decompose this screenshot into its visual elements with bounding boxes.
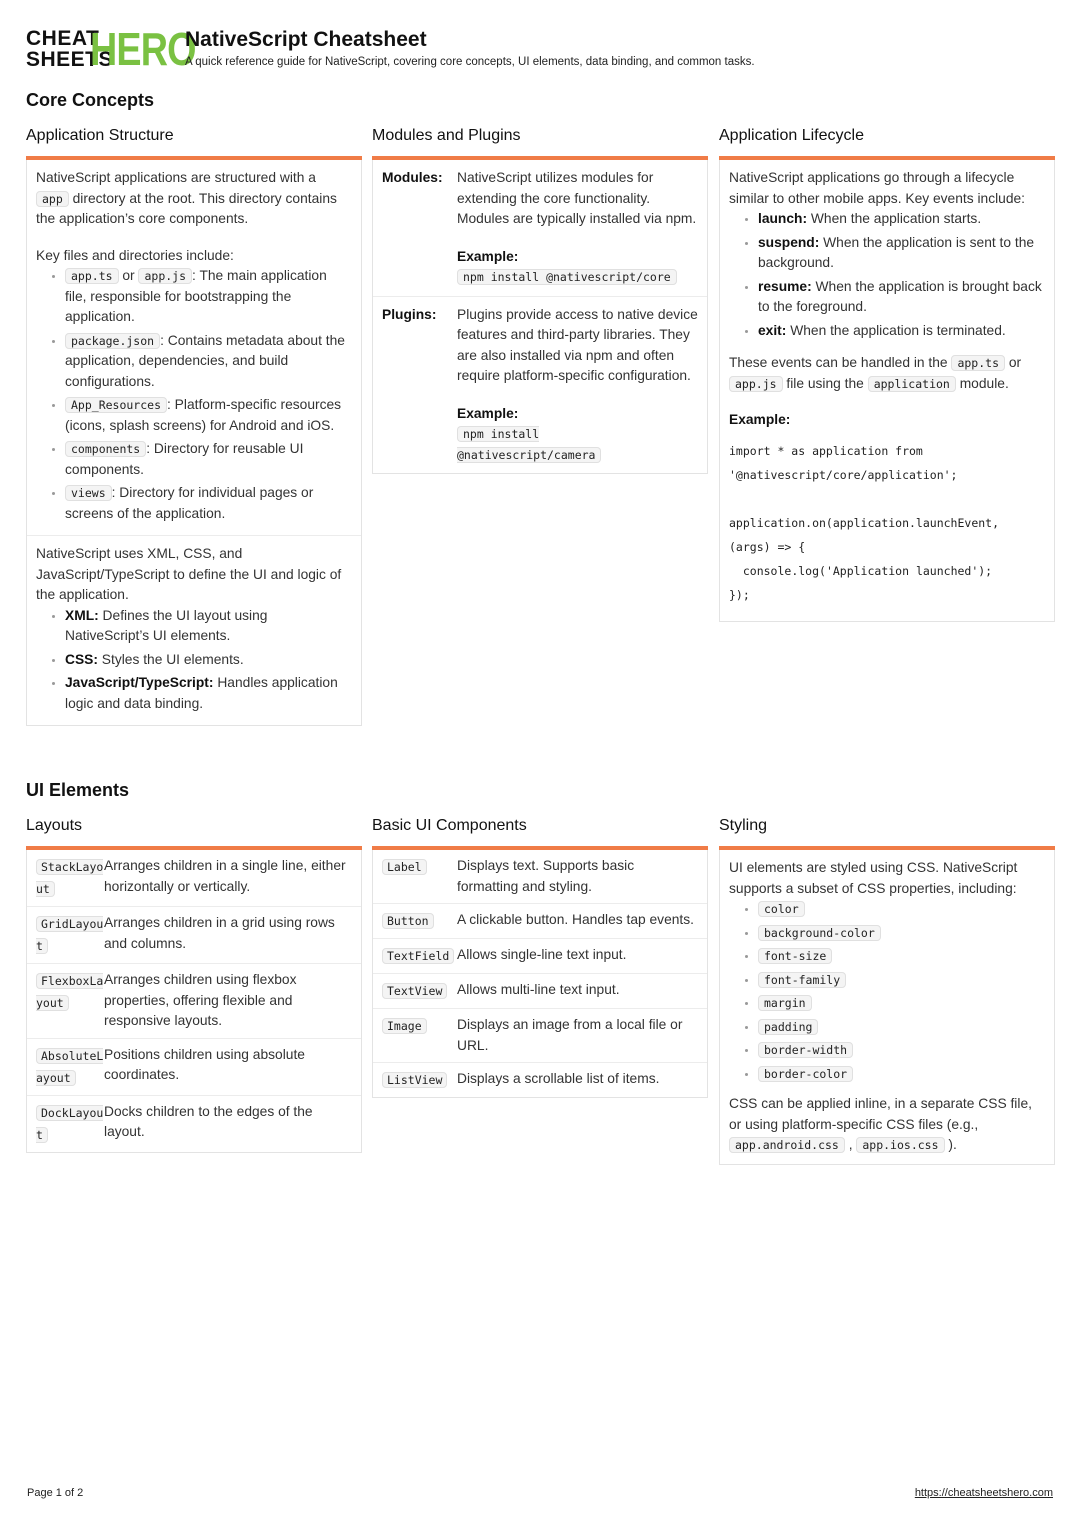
table-row [373, 850, 707, 903]
card-application-lifecycle [719, 125, 1055, 622]
component-name: TextView [382, 983, 447, 999]
layout-name: FlexboxLayout [36, 974, 104, 1010]
list-item: • resume: When the application is brought back to the foreground. [758, 277, 1045, 318]
component-name: Label [382, 859, 427, 875]
list-item: • JavaScript/TypeScript: Handles application logic and data binding. [65, 673, 352, 714]
component-desc: Displays an image from a local file or URL. [457, 1017, 683, 1053]
list-item: • font-family [758, 970, 1045, 991]
card-basic-ui-components [372, 815, 708, 1098]
layout-desc: Arranges children using flexbox properties, offering flexible and responsive layouts. [104, 972, 297, 1028]
example-code: npm install @nativescript/core [457, 269, 677, 285]
row-text: NativeScript utilizes modules for extending the core functionality. Modules are typically installed via npm. [457, 170, 697, 226]
component-name: Image [382, 1018, 427, 1034]
layout-name: StackLayout [36, 860, 104, 896]
card-title: Application Structure [26, 127, 174, 144]
component-name: TextField [382, 948, 454, 964]
table-row [373, 903, 707, 938]
list-item: • views : Directory for individual pages or screens of the application. [65, 483, 352, 524]
component-desc: Allows single-line text input. [457, 947, 627, 962]
list-item: • app.ts or app.js : The main application file, responsible for bootstrapping the application. [65, 266, 352, 328]
site-link[interactable]: https://cheatsheetshero.com [914, 1487, 1053, 1499]
list-item: • border-color [758, 1064, 1045, 1085]
layout-desc: Arranges children in a single line, either horizontally or vertically. [104, 858, 346, 894]
paragraph: NativeScript applications go through a lifecycle similar to other mobile apps. Key events include: [729, 170, 1026, 206]
list-item: • components : Directory for reusable UI components. [65, 439, 352, 480]
list-item: • suspend: When the application is sent to the background. [758, 233, 1045, 274]
lifecycle-list [729, 209, 1045, 341]
logo-line2: SHEETS [26, 48, 114, 71]
example-code: npm install @nativescript/camera [457, 426, 601, 463]
layout-name: AbsoluteLayout [36, 1048, 104, 1085]
card-title: Basic UI Components [372, 817, 527, 834]
component-desc: Allows multi-line text input. [457, 982, 620, 997]
list-item: • margin [758, 993, 1045, 1014]
card-title: Modules and Plugins [372, 127, 521, 144]
table-row [373, 1062, 707, 1097]
paragraph: UI elements are styled using CSS. NativeScript supports a subset of CSS properties, including: [729, 860, 1018, 896]
list-item: • App_Resources : Platform-specific resources (icons, splash screens) for Android and iOS. [65, 395, 352, 436]
layout-desc: Positions children using absolute coordinates. [104, 1046, 305, 1082]
page-subtitle: A quick reference guide for NativeScript, covering core concepts, UI elements, data binding, and common tasks. [185, 56, 755, 68]
table-row [373, 160, 707, 296]
paragraph: NativeScript applications are structured with a app directory at the root. This directory contains the application’s core components. [36, 170, 337, 226]
list-item: • color [758, 899, 1045, 920]
card-title: Application Lifecycle [719, 127, 864, 144]
table-row [27, 963, 361, 1038]
component-name: ListView [382, 1072, 447, 1088]
key-files-list [36, 266, 352, 524]
table-row [373, 296, 707, 474]
card-styling [719, 815, 1055, 1165]
table-row [27, 1038, 361, 1095]
component-desc: Displays a scrollable list of items. [457, 1071, 660, 1086]
layout-name: DockLayout [36, 1105, 104, 1142]
card-title: Styling [719, 817, 768, 834]
example-label: Example: [729, 412, 791, 427]
code-block: import * as application from '@nativescript/core/application'; application.on(application.launchEvent, (args) => { console.log('Application launched'); }); [729, 443, 1000, 602]
list-item: • font-size [758, 946, 1045, 967]
paragraph: CSS can be applied inline, in a separate CSS file, or using platform-specific CSS files (e.g., app.android.css , app.ios.css ). [729, 1096, 1032, 1152]
row-key: Modules: [382, 170, 443, 185]
card-modules-plugins [372, 125, 708, 474]
list-item: • launch: When the application starts. [758, 209, 1045, 230]
paragraph: NativeScript uses XML, CSS, and JavaScript/TypeScript to define the UI and logic of the application. [36, 546, 342, 602]
section-title-core-concepts: Core Concepts [26, 90, 155, 110]
css-property-list [729, 899, 1045, 1084]
list-item: • background-color [758, 923, 1045, 944]
list-item: • exit: When the application is terminated. [758, 321, 1045, 342]
list-item: • padding [758, 1017, 1045, 1038]
logo-line1: CHEAT [26, 27, 100, 50]
table-row [27, 850, 361, 906]
page-title: NativeScript Cheatsheet [185, 28, 427, 51]
card-title: Layouts [26, 817, 83, 834]
list-item: • package.json : Contains metadata about the application, dependencies, and build configurations. [65, 331, 352, 393]
example-label: Example: [457, 405, 519, 421]
row-key: Plugins: [382, 306, 437, 322]
table-row [27, 1095, 361, 1152]
list-item: • border-width [758, 1040, 1045, 1061]
card-application-structure [26, 125, 362, 726]
list-item: • CSS: Styles the UI elements. [65, 650, 352, 671]
tech-list [36, 606, 352, 715]
table-row [373, 973, 707, 1008]
table-row [373, 938, 707, 973]
section-title-ui-elements: UI Elements [26, 780, 130, 800]
example-label: Example: [457, 248, 519, 264]
component-desc: A clickable button. Handles tap events. [457, 912, 694, 927]
layout-desc: Docks children to the edges of the layout. [104, 1103, 313, 1139]
table-row [373, 1008, 707, 1062]
paragraph: Key files and directories include: [36, 247, 234, 263]
paragraph: These events can be handled in the app.ts or app.js file using the application module. [729, 355, 1022, 391]
row-text: Plugins provide access to native device features and third-party libraries. They are also installed via npm and often require platform-specific configuration. [457, 306, 698, 383]
cheatsheetshero-logo[interactable] [26, 23, 196, 75]
layout-name: GridLayout [36, 917, 104, 953]
card-layouts [26, 815, 362, 1153]
logo-hero: HERO [90, 23, 196, 75]
component-name: Button [382, 913, 434, 929]
table-row [27, 906, 361, 963]
list-item: • XML: Defines the UI layout using NativeScript’s UI elements. [65, 606, 352, 647]
layout-desc: Arranges children in a grid using rows and columns. [104, 915, 335, 951]
page-number: Page 1 of 2 [27, 1487, 84, 1499]
inline-code: app [36, 191, 69, 207]
component-desc: Displays text. Supports basic formatting and styling. [457, 858, 635, 894]
